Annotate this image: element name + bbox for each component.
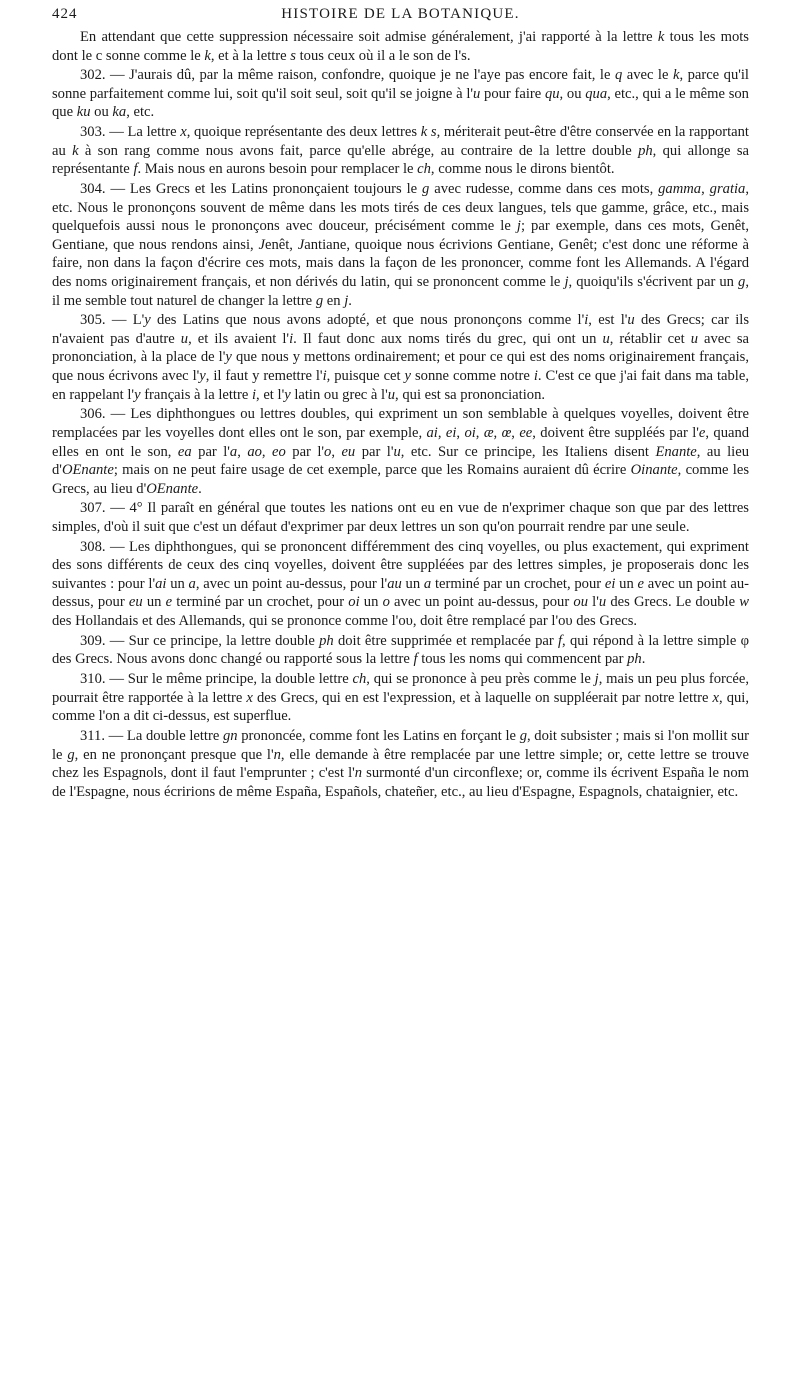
running-title: HISTOIRE DE LA BOTANIQUE. [281, 6, 520, 22]
page-header [52, 6, 749, 28]
body-text [52, 28, 749, 802]
paragraph-305: 305. — L'y des Latins que nous avons adopté, et que nous prononçons comme l'i, est l'u des Grecs; car ils n'avaient pas d'autre u, et ils avaient l'i. Il faut donc aux noms tirés du grec, qui ont un u, rétablir cet u avec sa prononciation, à la place de l'y que nous y mettons ordinairement; et pour ce qui est des noms originairement français, que nous écrivons avec l'y, il faut y remettre l'i, puisque cet y sonne comme notre i. C'est ce que j'ai fait dans ma table, en rappelant l'y français à la lettre i, et l'y latin ou grec à l'u, qui est sa prononciation. [52, 312, 750, 403]
paragraph-306: 306. — Les diphthongues ou lettres doubles, qui expriment un son semblable à quelques voyelles, doivent être remplacées par les voyelles dont elles ont le son, par exemple, ai, ei, oi, æ, œ, ee, doivent être suppléés par l'e, quand elles en ont le son, ea par l'a, ao, eo par l'o, eu par l'u, etc. Sur ce principe, les Italiens disent Enante, au lieu d'OEnante; mais on ne peut faire usage de cet exemple, parce que les Romains auraient dû écrire Oinante, comme les Grecs, au lieu d'OEnante. [52, 406, 750, 497]
paragraph-309: 309. — Sur ce principe, la lettre double ph doit être supprimée et remplacée par f, qui répond à la lettre simple φ des Grecs. Nous avons donc changé ou rapporté sous la lettre f tous les noms qui commencent par ph. [52, 632, 749, 668]
paragraph-307: 307. — 4° Il paraît en général que toutes les nations ont eu en vue de n'exprimer chaque son que par des lettres simples, d'où il suit que c'est un défaut d'exprimer par deux lettres un son qu'on pourrait rendre par une seule. [52, 500, 749, 535]
paragraph-303: 303. — La lettre x, quoique représentante des deux lettres k s, mériterait peut-être d'être conservée en la rapportant au k à son rang comme nous avons fait, parce qu'elle abrége, au contraire de la lettre double ph, qui allonge sa représentante f. Mais nous en aurons besoin pour remplacer le ch, comme nous le dirons bientôt. [52, 124, 749, 178]
paragraph-304: 304. — Les Grecs et les Latins prononçaient toujours le g avec rudesse, comme dans ces mots, gamma, gratia, etc. Nous le prononçons souvent de même dans les mots tirés de ces deux langues, tels que gamme, grâce, etc., mais quelquefois aussi nous le prononçons avec douceur, précisément comme le j; par exemple, dans ces mots, Genêt, Gentiane, que nous rendons ainsi, Jenêt, Jantiane, quoique nous écrivions Gentiane, Genêt; c'est donc une réforme à faire, non dans la façon d'écrire ces mots, mais dans la façon de les prononcer, comme font les Allemands. A l'égard des noms originairement français, et non dérivés du latin, qui se prononcent comme le j, quoiqu'ils s'écrivent par un g, il me semble tout naturel de changer la lettre g en j. [52, 181, 750, 309]
page-number: 424 [52, 6, 78, 22]
paragraph-302: 302. — J'aurais dû, par la même raison, confondre, quoique je ne l'aye pas encore fait, le q avec le k, parce qu'il sonne parfaitement comme lui, soit qu'il soit seul, soit qu'il se joigne à l'u pour faire qu, ou qua, etc., qui a le même son que ku ou ka, etc. [52, 67, 749, 121]
paragraph-intro: En attendant que cette suppression nécessaire soit admise généralement, j'ai rapporté à la lettre k tous les mots dont le c sonne comme le k, et à la lettre s tous ceux où il a le son de l's. [52, 29, 749, 64]
paragraph-310: 310. — Sur le même principe, la double lettre ch, qui se prononce à peu près comme le j, mais un peu plus forcée, pourrait être rapportée à la lettre x des Grecs, qui en est l'expression, et à laquelle on suppléerait par notre lettre x, qui, comme l'on a dit ci-dessus, est superflue. [52, 671, 750, 725]
paragraph-311: 311. — La double lettre gn prononcée, comme font les Latins en forçant le g, doit subsister ; mais si l'on mollit sur le g, en ne prononçant presque que l'n, elle demande à être remplacée par une lettre simple; or, cette lettre se trouve chez les Espagnols, dont il faut l'emprunter ; c'est l'n surmonté d'un circonflexe; or, comme ils écrivent España le nom de l'Espagne, nous écririons de même España, Españols, chateñer, etc., au lieu d'Espagne, Espagnols, chataignier, etc. [52, 727, 749, 800]
paragraph-308: 308. — Les diphthongues, qui se prononcent différemment des cinq voyelles, ou plus exactement, qui expriment des sons différents de ceux des cinq voyelles, doivent être suppléées par des lettres simples, je proposerais donc les suivantes : pour l'ai un a, avec un point au-dessus, pour l'au un a terminé par un crochet, pour ei un e avec un point au-dessus, pour eu un e terminé par un crochet, pour oi un o avec un point au-dessus, pour ou l'u des Grecs. Le double w des Hollandais et des Allemands, qui se prononce comme l'ου, doit être remplacé par l'ου des Grecs. [52, 538, 749, 630]
